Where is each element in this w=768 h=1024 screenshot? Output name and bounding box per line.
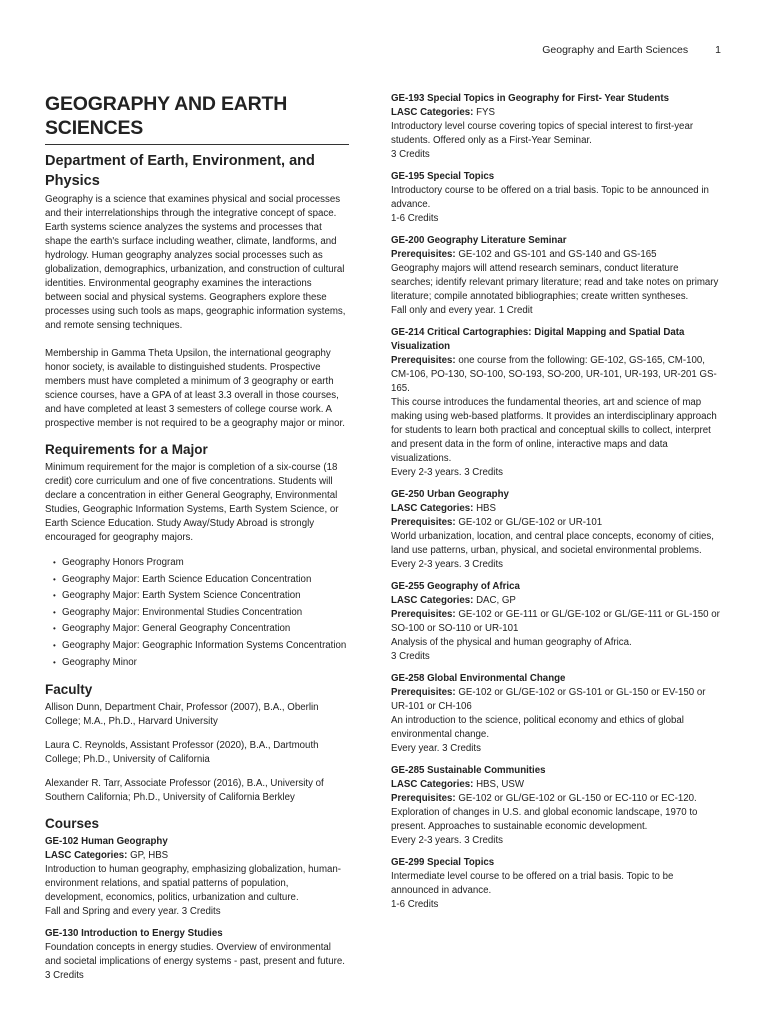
intro-paragraph: Geography is a science that examines physical and social processes and their interrelationships through the integrative concept of space. Earth systems science analyzes the systems and processes that shape the earth's surface including weather, climate, landforms, and hydrology. Human geography analyzes social processes such as globalization, demographics, urbanization, and construction of cultural identities. Environmental geography examines the interactions between social and physical systems. Geographers explore these processes using such tools as maps, geographic information systems, and remote sensing techniques. [45, 194, 346, 331]
course-credits: 1-6 Credits [391, 213, 439, 224]
course-prereq: Prerequisites: one course from the following: GE-102, GS-165, CM-100, CM-106, PO-130, SO-100, SO-193, SO-200, UR-101, UR-193, UR-201 GS-165. [391, 355, 717, 394]
course-entry [45, 927, 349, 983]
bullet-icon: • [53, 657, 56, 667]
program-item[interactable]: • Geography Major: Earth System Science Concentration [53, 588, 349, 605]
course-description: An introduction to the science, political economy and ethics of global environmental change. [391, 715, 684, 740]
course-title: GE-250 Urban Geography [391, 489, 509, 500]
course-title: GE-285 Sustainable Communities [391, 765, 546, 776]
faculty-heading: Faculty [45, 682, 93, 698]
course-description: Introductory course to be offered on a trial basis. Topic to be announced in advance. [391, 185, 709, 210]
courses-left-list [45, 835, 349, 983]
course-entry [45, 835, 349, 919]
course-title: GE-258 Global Environmental Change [391, 673, 566, 684]
honor-society-paragraph: Membership in Gamma Theta Upsilon, the international geography honor society, is available to distinguished students. Prospective members must have completed a minimum of 3 geography or earth science courses, have a GPA of at least 3.3 overall in those courses, and have completed at least 3 semesters of college course work. A prospective member is not required to be a geography major or minor. [45, 348, 345, 429]
course-lasc: LASC Categories: HBS [391, 503, 496, 514]
course-description: Intermediate level course to be offered on a trial basis. Topic to be announced in advance. [391, 871, 674, 896]
bullet-icon: • [53, 591, 56, 601]
course-credits: Every year. 3 Credits [391, 743, 481, 754]
faculty-member: Laura C. Reynolds, Assistant Professor (2020), B.A., Dartmouth College; Ph.D., University of California [45, 740, 319, 766]
course-description: Analysis of the physical and human geography of Africa. [391, 637, 632, 648]
course-credits: Every 2-3 years. 3 Credits [391, 559, 503, 570]
course-title: GE-299 Special Topics [391, 857, 495, 868]
running-header [542, 44, 721, 56]
course-prereq: Prerequisites: GE-102 or GE-111 or GL/GE-102 or GL/GE-111 or GL-150 or SO-100 or SO-110 or UR-101 [391, 609, 720, 634]
bullet-icon: • [53, 607, 56, 617]
program-item[interactable]: • Geography Major: Environmental Studies Concentration [53, 605, 349, 622]
course-credits: Every 2-3 years. 3 Credits [391, 467, 503, 478]
course-title: GE-130 Introduction to Energy Studies [45, 928, 223, 940]
bullet-icon: • [53, 558, 56, 567]
bullet-icon: • [53, 640, 56, 650]
course-description: Geography majors will attend research seminars, conduct literature searches; identify relevant primary literature; read and take notes on primary literature; compile annotated bibliographies; create written syntheses. [391, 263, 719, 302]
left-column [45, 92, 349, 991]
course-credits: Fall and Spring and every year. 3 Credits [45, 906, 221, 918]
course-entry [391, 92, 723, 162]
course-description: Foundation concepts in energy studies. Overview of environmental and societal implications of energy systems - past, present and future. [45, 942, 345, 968]
course-entry [391, 170, 723, 226]
program-item[interactable]: • Geography Major: General Geography Concentration [53, 621, 349, 638]
course-prereq: Prerequisites: GE-102 and GS-101 and GS-140 and GS-165 [391, 249, 657, 260]
program-item[interactable]: • Geography Minor [53, 655, 349, 672]
program-list [45, 555, 349, 671]
course-prereq: Prerequisites: GE-102 or GL/GE-102 or UR-101 [391, 517, 603, 528]
course-description: Exploration of changes in U.S. and global economic landscape, 1970 to present. Approaches to sustainable economic development. [391, 807, 698, 832]
course-title: GE-200 Geography Literature Seminar [391, 235, 567, 246]
course-credits: 3 Credits [391, 651, 430, 662]
right-column [391, 92, 723, 920]
course-description: Introductory level course covering topics of special interest to first-year students. Offered only as a First-Year Seminar. [391, 121, 694, 146]
course-credits: Fall only and every year. 1 Credit [391, 305, 533, 316]
course-entry [391, 488, 723, 572]
course-title: GE-102 Human Geography [45, 836, 168, 848]
course-lasc: LASC Categories: DAC, GP [391, 595, 516, 606]
course-lasc: LASC Categories: GP, HBS [45, 850, 169, 862]
program-item[interactable]: • Geography Major: Earth Science Education Concentration [53, 572, 349, 589]
course-description: World urbanization, location, and central place concepts, economy of cities, land use patterns, urban, physical, and societal environmental problems. [391, 531, 714, 556]
program-item[interactable]: • Geography Honors Program [53, 555, 349, 572]
course-entry [391, 326, 723, 480]
department-heading: Department of Earth, Environment, and Physics [45, 153, 315, 189]
course-lasc: LASC Categories: HBS, USW [391, 779, 524, 790]
course-lasc: LASC Categories: FYS [391, 107, 495, 118]
courses-heading: Courses [45, 816, 100, 832]
page-number: 1 [715, 44, 721, 56]
course-credits: 1-6 Credits [391, 899, 439, 910]
course-entry [391, 580, 723, 664]
course-title: GE-214 Critical Cartographies: Digital Mapping and Spatial Data Visualization [391, 327, 685, 352]
course-entry [391, 234, 723, 318]
course-entry [391, 764, 723, 848]
bullet-icon: • [53, 624, 56, 634]
course-prereq: Prerequisites: GE-102 or GL/GE-102 or GL-150 or EC-110 or EC-120. [391, 793, 697, 804]
page-title: GEOGRAPHY AND EARTH SCIENCES [45, 92, 349, 145]
program-item[interactable]: • Geography Major: Geographic Information Systems Concentration [53, 638, 349, 655]
faculty-member: Allison Dunn, Department Chair, Professor (2007), B.A., Oberlin College; M.A., Ph.D., Harvard University [45, 702, 319, 728]
running-title: Geography and Earth Sciences [542, 44, 689, 56]
course-description: Introduction to human geography, emphasizing globalization, human-environment relations, and spatial patterns of population, development, economics, politics, urbanization and culture. [45, 864, 342, 904]
course-credits: Every 2-3 years. 3 Credits [391, 835, 503, 846]
course-credits: 3 Credits [45, 970, 84, 982]
requirements-heading: Requirements for a Major [45, 442, 208, 457]
requirements-text: Minimum requirement for the major is completion of a six-course (18 credit) core curriculum and one of five concentrations. Students will declare a concentration in either General Geography, Environmental Studies, Geographic Information Systems, Earth System Science, or Earth Science Education. Study Away/Study Abroad is strongly encouraged for geography majors. [45, 462, 339, 543]
course-prereq: Prerequisites: GE-102 or GL/GE-102 or GS-101 or GL-150 or EV-150 or UR-101 or CH-106 [391, 687, 706, 712]
course-entry [391, 672, 723, 756]
course-title: GE-255 Geography of Africa [391, 581, 520, 592]
bullet-icon: • [53, 574, 56, 584]
course-title: GE-195 Special Topics [391, 171, 495, 182]
course-title: GE-193 Special Topics in Geography for First- Year Students [391, 93, 669, 104]
faculty-member: Alexander R. Tarr, Associate Professor (2016), B.A., University of Southern California; Ph.D., University of California Berkley [45, 778, 324, 804]
course-entry [391, 856, 723, 912]
course-credits: 3 Credits [391, 149, 430, 160]
course-description: This course introduces the fundamental theories, art and science of map making using web-based platforms. It provides an interdisciplinary approach for students to learn both practical and conceptual skills to collect, interpret and present data in the form of online, interactive maps and data visualizations. [391, 397, 717, 464]
